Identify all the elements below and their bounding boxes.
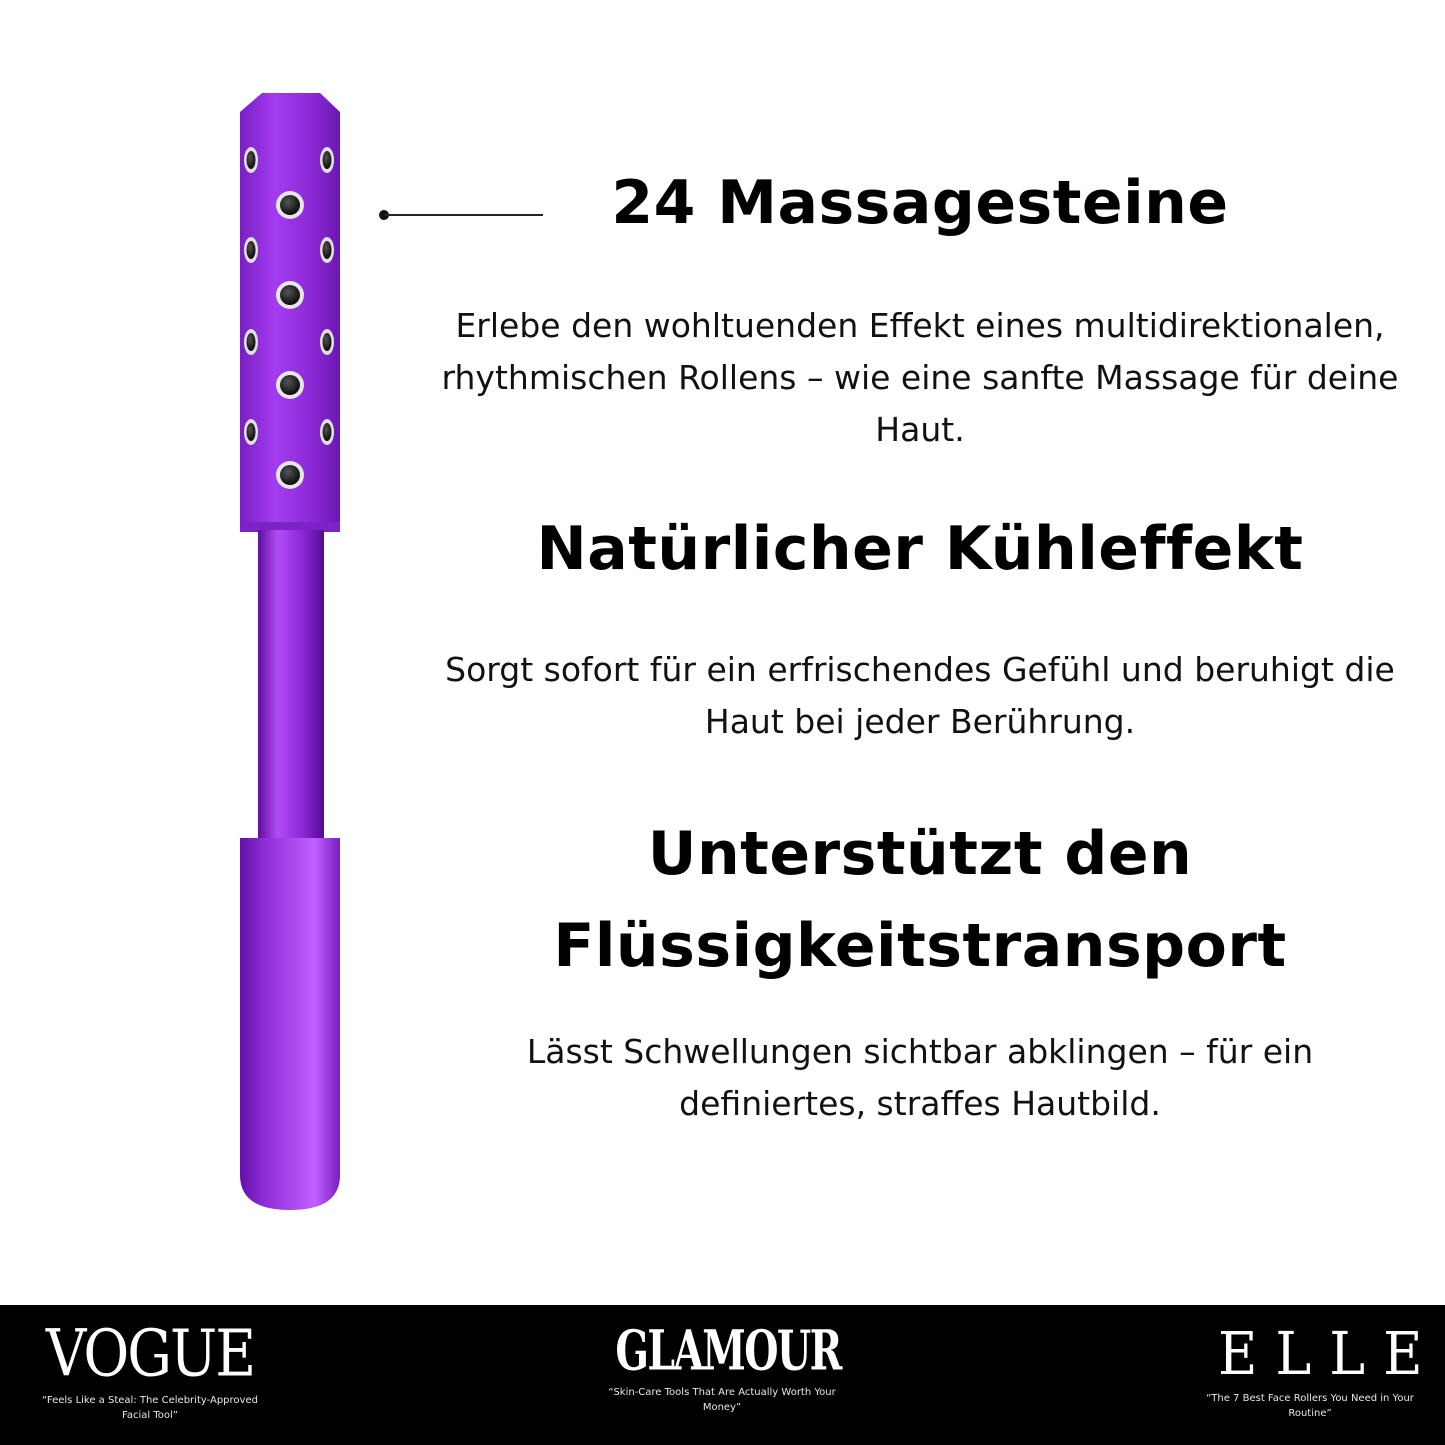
elle-quote: “The 7 Best Face Rollers You Need in Your Routine” [1206,1393,1414,1419]
feature-title-fluid-transport: Unterstützt den Flüssigkeitstransport [553,819,1287,981]
glamour-quote: “Skin-Care Tools That Are Actually Worth Your Money” [608,1387,836,1413]
glamour-logo: GLAMOUR [615,1318,841,1384]
press-item-glamour [592,1318,852,1415]
feature-title-cooling: Natürlicher Kühleffekt [536,514,1304,584]
press-footer [0,1305,1445,1445]
feature-text-cooling: Sorgt sofort für ein erfrischendes Gefühl und beruhigt die Haut bei jeder Berührung. [445,650,1395,741]
vogue-quote: “Feels Like a Steal: The Celebrity-Approved Facial Tool” [42,1395,258,1421]
press-item-elle [1200,1318,1441,1421]
feature-text-fluid-transport: Lässt Schwellungen sichtbar abklingen – für ein definiertes, straffes Hautbild. [526,1032,1314,1123]
facial-roller-image [200,80,400,1220]
feature-text-massage-stones: Erlebe den wohltuenden Effekt eines multidirektionalen, rhythmischen Rollens – wie eine sanfte Massage für deine Haut. [441,306,1399,449]
vogue-logo: VOGUE [45,1317,255,1392]
elle-logo: ELLE [1218,1318,1441,1389]
press-item-vogue [40,1317,260,1423]
feature-title-massage-stones: 24 Massagesteine [611,168,1229,238]
